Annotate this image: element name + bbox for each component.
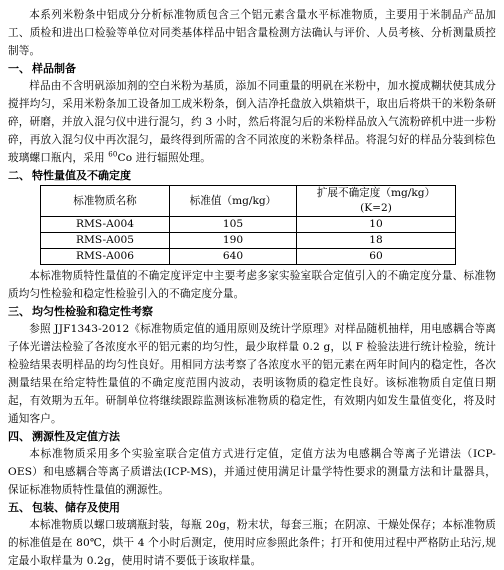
table-header-name: 标准物质名称	[41, 186, 170, 217]
section-4-number: 四、	[8, 430, 30, 443]
table-cell-name: RMS-A005	[41, 233, 170, 249]
section-5-number: 五、	[8, 501, 30, 514]
cobalt-isotope-superscript: 60	[108, 150, 118, 159]
section-1-number: 一、	[8, 62, 30, 75]
section-3-heading	[8, 303, 496, 320]
table-cell-uncertainty: 10	[297, 217, 456, 233]
table-cell-value: 190	[170, 233, 297, 249]
table-cell-name: RMS-A006	[41, 249, 170, 265]
section-2-number: 二、	[8, 169, 30, 182]
section-1-text-tail: Co 进行辐照处理。	[117, 152, 211, 164]
section-4-title: 溯源性及定值方法	[32, 430, 120, 443]
section-5-title: 包装、储存及使用	[32, 501, 120, 514]
table-header-row	[41, 186, 456, 217]
section-1-title: 样品制备	[32, 62, 76, 75]
section-1-heading	[8, 60, 496, 77]
table-row	[41, 249, 456, 265]
section-5-paragraph: 本标准物质以螺口玻璃瓶封装，每瓶 20g，粉末状，每套三瓶；在阴凉、干燥处保存；本标准物质的标准值是在 80℃，烘干 4 个小时后测定，使用时应参照此条件；打开和使用过程中严格防止玷污,规定最小取样量为 0.2g，使用时请不要低于该取样量。	[8, 519, 496, 567]
table-cell-name: RMS-A004	[41, 217, 170, 233]
section-5-heading	[8, 499, 496, 516]
section-3-paragraph: 参照 JJF1343-2012《标准物质定值的通用原则及统计学原理》对样品随机抽样，用电感耦合等离子体光谱法检验了各浓度水平的铝元素的均匀性，最少取样量 0.2 g，以 F 检验法进行统计检验，统计检验结果表明样品的均匀性良好。用相同方法考察了各浓度水平的铝元素在两年时间内的稳定性，各次测量结果在给定特性量值的不确定度范围内波动，表明该物质的稳定性良好。该标准物质自定值日期起，有效期为五年。研制单位将继续跟踪监测该标准物质的稳定性，有效期内如发生量值变化，将及时通知客户。	[8, 323, 496, 425]
intro-paragraph: 本系列米粉条中铝成分分析标准物质包含三个铝元素含量水平标准物质，主要用于米制品产品加工、质检和进出口检验等单位对同类基体样品中铝含量检测方法确认与评价、人员考核、分析测量质控制等。	[8, 9, 496, 57]
section-3-title: 均匀性检验和稳定性考察	[32, 305, 153, 318]
table-row	[41, 217, 456, 233]
section-1-text: 样品由不含明矾添加剂的空白米粉为基质，添加不同重量的明矾在米粉中，加水搅成糊状使其成分搅拌均匀，采用米粉条加工设备加工成米粉条，倒入洁净托盘放入烘箱烘干，取出后将烘干的米粉条研碎，研磨，并放入混匀仪中进行混匀，约 3 小时，然后将混匀后的米粉样品放入气流粉碎机中进一步粉碎，再放入混匀仪中再次混匀，最终得到所需的含不同浓度的米粉条样品。将混匀好的样品分装到棕色玻璃螺口瓶内，采用	[8, 80, 496, 164]
table-header-uncertainty: 扩展不确定度（mg/kg）(K=2)	[297, 186, 456, 217]
section-2-title: 特性量值及不确定度	[32, 169, 131, 182]
section-2-paragraph: 本标准物质特性量值的不确定度评定中主要考虑多家实验室联合定值引入的不确定度分量、标准物质均匀性检验和稳定性检验引入的不确定度分量。	[8, 270, 496, 300]
section-1-paragraph	[8, 77, 496, 167]
table-cell-uncertainty: 60	[297, 249, 456, 265]
table-cell-uncertainty: 18	[297, 233, 456, 249]
property-values-table	[40, 185, 456, 265]
section-4-heading	[8, 428, 496, 445]
table-row	[41, 233, 456, 249]
table-cell-value: 640	[170, 249, 297, 265]
section-3-number: 三、	[8, 305, 30, 318]
table-header-value: 标准值（mg/kg）	[170, 186, 297, 217]
section-2-heading	[8, 167, 496, 184]
table-cell-value: 105	[170, 217, 297, 233]
section-4-paragraph: 本标准物质采用多个实验室联合定值方式进行定值，定值方法为电感耦合等离子光谱法（ICP-OES）和电感耦合等离子质谱法(ICP-MS)，并通过使用满足计量学特性要求的测量方法和计量器具，保证标准物质特性量值的溯源性。	[8, 448, 496, 496]
